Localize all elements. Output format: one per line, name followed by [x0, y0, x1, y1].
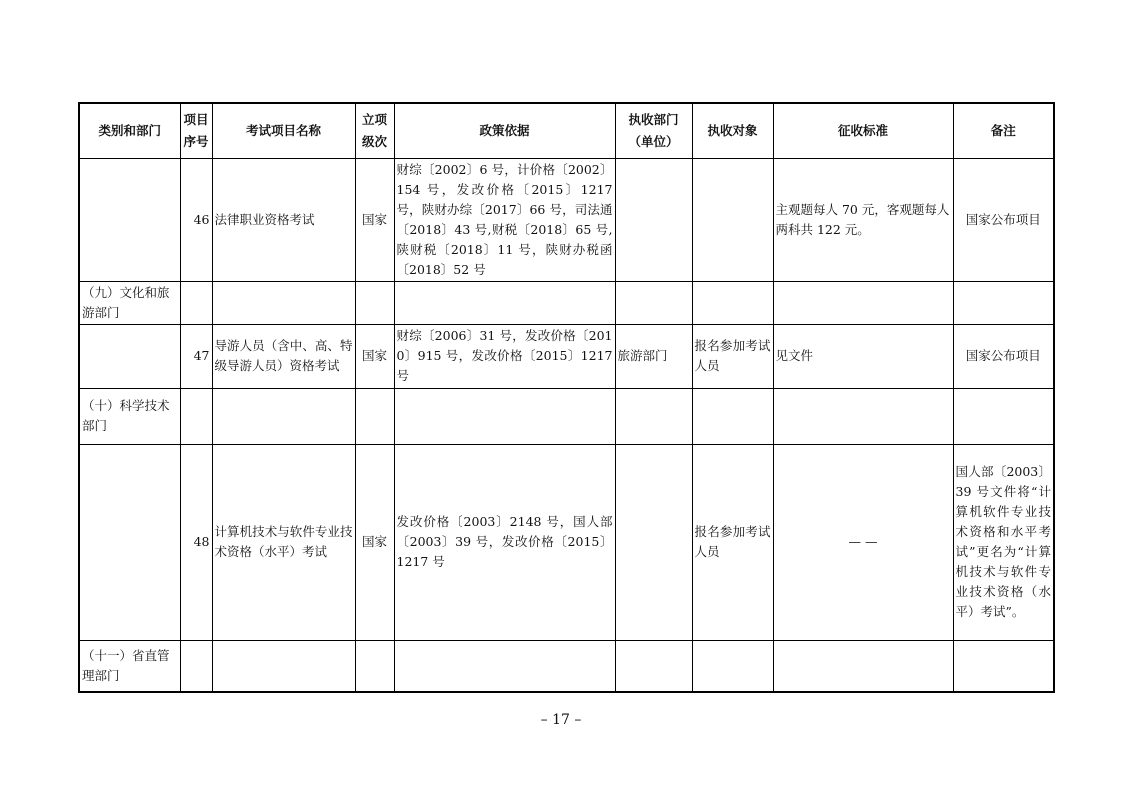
cell-policy [394, 281, 615, 324]
cell-exam-name [212, 640, 355, 692]
cell-target: 报名参加考试人员 [692, 444, 773, 640]
cell-remarks: 国人部〔2003〕39 号文件将“计算机软件专业技术资格和水平考试”更名为“计算机技术与软件专业技术资格（水平）考试”。 [953, 444, 1054, 640]
cell-category: （十一）省直管理部门 [79, 640, 180, 692]
header-policy: 政策依据 [394, 103, 615, 158]
header-dept [615, 103, 692, 158]
fee-table [78, 102, 1055, 693]
cell-item-no [180, 388, 212, 444]
cell-remarks [953, 388, 1054, 444]
header-level [355, 103, 394, 158]
table-row [79, 444, 1054, 640]
header-item-no-line2: 序号 [183, 133, 209, 149]
cell-item-no [180, 281, 212, 324]
cell-standard [773, 281, 953, 324]
cell-dept [615, 281, 692, 324]
cell-standard [773, 640, 953, 692]
cell-level: 国家 [355, 324, 394, 388]
cell-remarks: 国家公布项目 [953, 324, 1054, 388]
cell-item-no: 47 [180, 324, 212, 388]
header-level-line1: 立项 [361, 111, 387, 127]
cell-dept [615, 444, 692, 640]
cell-item-no [180, 640, 212, 692]
cell-exam-name: 法律职业资格考试 [212, 158, 355, 281]
page-number: – 17 – [540, 712, 582, 728]
cell-dept [615, 388, 692, 444]
header-exam-name: 考试项目名称 [212, 103, 355, 158]
cell-target [692, 158, 773, 281]
table-row [79, 388, 1054, 444]
cell-category [79, 158, 180, 281]
cell-level: 国家 [355, 444, 394, 640]
header-item-no-line1: 项目 [183, 111, 209, 127]
header-target: 执收对象 [692, 103, 773, 158]
table-row [79, 324, 1054, 388]
cell-exam-name [212, 281, 355, 324]
table-row [79, 281, 1054, 324]
header-item-no [180, 103, 212, 158]
cell-policy [394, 640, 615, 692]
header-category: 类别和部门 [79, 103, 180, 158]
header-level-line2: 级次 [361, 133, 387, 149]
cell-level [355, 281, 394, 324]
cell-dept [615, 158, 692, 281]
cell-exam-name [212, 388, 355, 444]
cell-standard: — — [773, 444, 953, 640]
table-row [79, 158, 1054, 281]
cell-policy: 财综〔2002〕6 号，计价格〔2002〕154 号，发改价格〔2015〕1217 号，陕财办综〔2017〕66 号，司法通〔2018〕43 号,财税〔2018〕65 号,陕财税〔2018〕11 号，陕财办税函〔2018〕52 号 [394, 158, 615, 281]
table-row [79, 640, 1054, 692]
cell-item-no: 46 [180, 158, 212, 281]
header-remarks: 备注 [953, 103, 1054, 158]
cell-category [79, 324, 180, 388]
header-row [79, 103, 1054, 158]
cell-target: 报名参加考试人员 [692, 324, 773, 388]
cell-item-no: 48 [180, 444, 212, 640]
cell-remarks [953, 640, 1054, 692]
cell-target [692, 640, 773, 692]
cell-standard: 主观题每人 70 元，客观题每人两科共 122 元。 [773, 158, 953, 281]
cell-remarks: 国家公布项目 [953, 158, 1054, 281]
cell-category: （十）科学技术部门 [79, 388, 180, 444]
cell-dept [615, 640, 692, 692]
cell-category: （九）文化和旅游部门 [79, 281, 180, 324]
cell-dept: 旅游部门 [615, 324, 692, 388]
header-standard: 征收标准 [773, 103, 953, 158]
cell-exam-name: 导游人员（含中、高、特级导游人员）资格考试 [212, 324, 355, 388]
cell-target [692, 281, 773, 324]
cell-policy [394, 388, 615, 444]
cell-level [355, 388, 394, 444]
cell-remarks [953, 281, 1054, 324]
cell-exam-name: 计算机技术与软件专业技术资格（水平）考试 [212, 444, 355, 640]
cell-level: 国家 [355, 158, 394, 281]
cell-policy: 财综〔2006〕31 号，发改价格〔2010〕915 号，发改价格〔2015〕1217 号 [394, 324, 615, 388]
cell-standard: 见文件 [773, 324, 953, 388]
cell-standard [773, 388, 953, 444]
cell-policy: 发改价格〔2003〕2148 号，国人部〔2003〕39 号，发改价格〔2015〕1217 号 [394, 444, 615, 640]
header-dept-line2: （单位） [628, 133, 679, 149]
cell-target [692, 388, 773, 444]
cell-category [79, 444, 180, 640]
cell-level [355, 640, 394, 692]
header-dept-line1: 执收部门 [628, 111, 679, 127]
